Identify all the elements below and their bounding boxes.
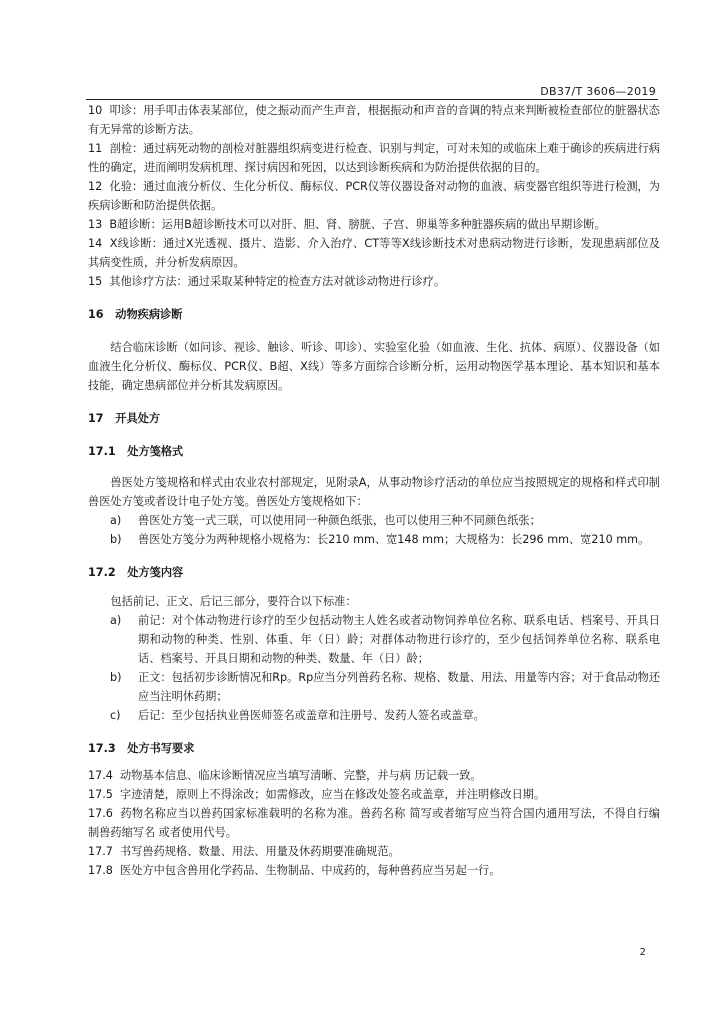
- section-title: 处方书写要求: [127, 742, 195, 755]
- standard-code: DB37/T 3606—2019: [540, 85, 656, 98]
- list-item: [88, 511, 660, 530]
- clause-text: 字迹清楚，原则上不得涂改；如需修改，应当在修改处签名或盖章，并注明修改日期。: [120, 788, 546, 801]
- clause: [88, 215, 660, 234]
- clause: [88, 804, 660, 842]
- header-rule: [86, 99, 658, 100]
- clause-number: 17.7: [88, 845, 113, 858]
- list-item-label: b): [110, 671, 122, 684]
- section-16-heading: [88, 305, 660, 324]
- section-17-2-heading: [88, 563, 660, 582]
- clause: [88, 785, 660, 804]
- list-item-text: 兽医处方笺一式三联，可以使用同一种颜色纸张，也可以使用三种不同颜色纸张；: [138, 514, 541, 527]
- section-number: 17: [88, 412, 104, 425]
- section-17-1-paragraph: 兽医处方笺规格和样式由农业农村部规定，见附录A，从事动物诊疗活动的单位应当按照规定的规格和样式印制兽医处方笺或者设计电子处方笺。兽医处方笺规格如下：: [88, 476, 660, 508]
- page-content: [88, 101, 660, 880]
- clause-text: 医处方中包含兽用化学药品、生物制品、中成药的，每种兽药应当另起一行。: [120, 864, 501, 877]
- list-item-text: 后记：至少包括执业兽医师签名或盖章和注册号、发药人签名或盖章。: [138, 709, 485, 722]
- list-item-label: a): [110, 514, 122, 527]
- section-title: 开具处方: [115, 412, 161, 425]
- clause: [88, 101, 660, 139]
- clause-number: 17.6: [88, 807, 113, 820]
- clause-number: 11: [88, 142, 103, 155]
- list-item-text: 正文：包括初步诊断情况和Rp。Rp应当分列兽药名称、规格、数量、用法、用量等内容；对于食品动物还应当注明休药期；: [138, 671, 661, 703]
- list-item: [88, 530, 660, 549]
- list-item: [88, 668, 660, 706]
- list-item-text: 前记：对个体动物进行诊疗的至少包括动物主人姓名或者动物饲养单位名称、联系电话、档案号、开具日期和动物的种类、性别、体重、年（日）龄；对群体动物进行诊疗的，至少包括饲养单位名称、联系电话、档案号、开具日期和动物的种类、数量、年（日）龄；: [138, 614, 660, 665]
- section-17-1-list: [88, 511, 660, 549]
- clause-text: B超诊断：运用B超诊断技术可以对肝、胆、肾、膀胱、子宫、卵巢等多种脏器疾病的做出早期诊断。: [109, 218, 606, 231]
- section-17-2-list: [88, 611, 660, 725]
- list-item-text: 兽医处方笺分为两种规格小规格为：长210 mm、宽148 mm；大规格为：长296 mm、宽210 mm。: [138, 533, 650, 546]
- clause-text: 叩诊：用手叩击体表某部位，使之振动而产生声音，根据振动和声音的音调的特点来判断被检查部位的脏器状态有无异常的诊断方法。: [88, 104, 660, 136]
- clause: [88, 272, 660, 291]
- section-17-3-heading: [88, 739, 660, 758]
- section-title: 处方笺格式: [127, 445, 184, 458]
- clause: [88, 842, 660, 861]
- section-17-heading: [88, 409, 660, 428]
- clause: [88, 861, 660, 880]
- clause-number: 17.8: [88, 864, 113, 877]
- list-item-label: a): [110, 614, 122, 627]
- clause: [88, 234, 660, 272]
- clauses-10-15: [88, 101, 660, 291]
- list-item: [88, 611, 660, 668]
- section-title: 动物疾病诊断: [115, 308, 183, 321]
- clause-text: 剖检：通过病死动物的剖检对脏器组织病变进行检查、识别与判定，可对未知的或临床上难于确诊的疾病进行病性的确定，进而阐明发病机理、探讨病因和死因，以达到诊断疾病和为防治提供依据的目的。: [88, 142, 660, 174]
- clause-number: 14: [88, 237, 103, 250]
- section-number: 17.2: [88, 566, 116, 579]
- section-title: 处方笺内容: [127, 566, 184, 579]
- page-number: 2: [639, 947, 646, 958]
- clauses-17-4-17-8: [88, 766, 660, 880]
- section-number: 17.1: [88, 445, 116, 458]
- section-number: 16: [88, 308, 104, 321]
- clause-text: 药物名称应当以兽药国家标准载明的名称为准。兽药名称 简写或者缩写应当符合国内通用写法，不得自行编制兽药缩写名 或者使用代号。: [88, 807, 660, 839]
- clause-number: 12: [88, 180, 103, 193]
- clause: [88, 139, 660, 177]
- clause-text: 其他诊疗方法：通过采取某种特定的检查方法对就诊动物进行诊疗。: [109, 275, 446, 288]
- clause-text: 动物基本信息、临床诊断情况应当填写清晰、完整，并与病 历记载一致。: [120, 769, 482, 782]
- clause-number: 15: [88, 275, 103, 288]
- section-number: 17.3: [88, 742, 116, 755]
- clause: [88, 177, 660, 215]
- clause-text: 化验：通过血液分析仪、生化分析仪、酶标仪、PCR仪等仪器设备对动物的血液、病变器官组织等进行检测，为疾病诊断和防治提供依据。: [88, 180, 660, 212]
- clause-number: 10: [88, 104, 103, 117]
- section-17-2-paragraph: 包括前记、正文、后记三部分，要符合以下标准：: [110, 595, 357, 608]
- list-item-label: c): [110, 709, 121, 722]
- clause: [88, 766, 660, 785]
- section-16-paragraph: 结合临床诊断（如问诊、视诊、触诊、听诊、叩诊）、实验室化验（如血液、生化、抗体、病原）、仪器设备（如血液生化分析仪、酶标仪、PCR仪、B超、X线）等多方面综合诊断分析，运用动物医学基本理论、基本知识和基本技能，确定患病部位并分析其发病原因。: [88, 341, 660, 392]
- clause-text: 书写兽药规格、数量、用法、用量及休药期要准确规范。: [120, 845, 400, 858]
- list-item: [88, 706, 660, 725]
- clause-text: X线诊断：通过X光透视、摄片、造影、介入治疗、CT等等X线诊断技术对患病动物进行诊断，发现患病部位及其病变性质，并分析发病原因。: [88, 237, 660, 269]
- clause-number: 17.4: [88, 769, 113, 782]
- section-17-1-heading: [88, 442, 660, 461]
- clause-number: 13: [88, 218, 103, 231]
- list-item-label: b): [110, 533, 122, 546]
- clause-number: 17.5: [88, 788, 113, 801]
